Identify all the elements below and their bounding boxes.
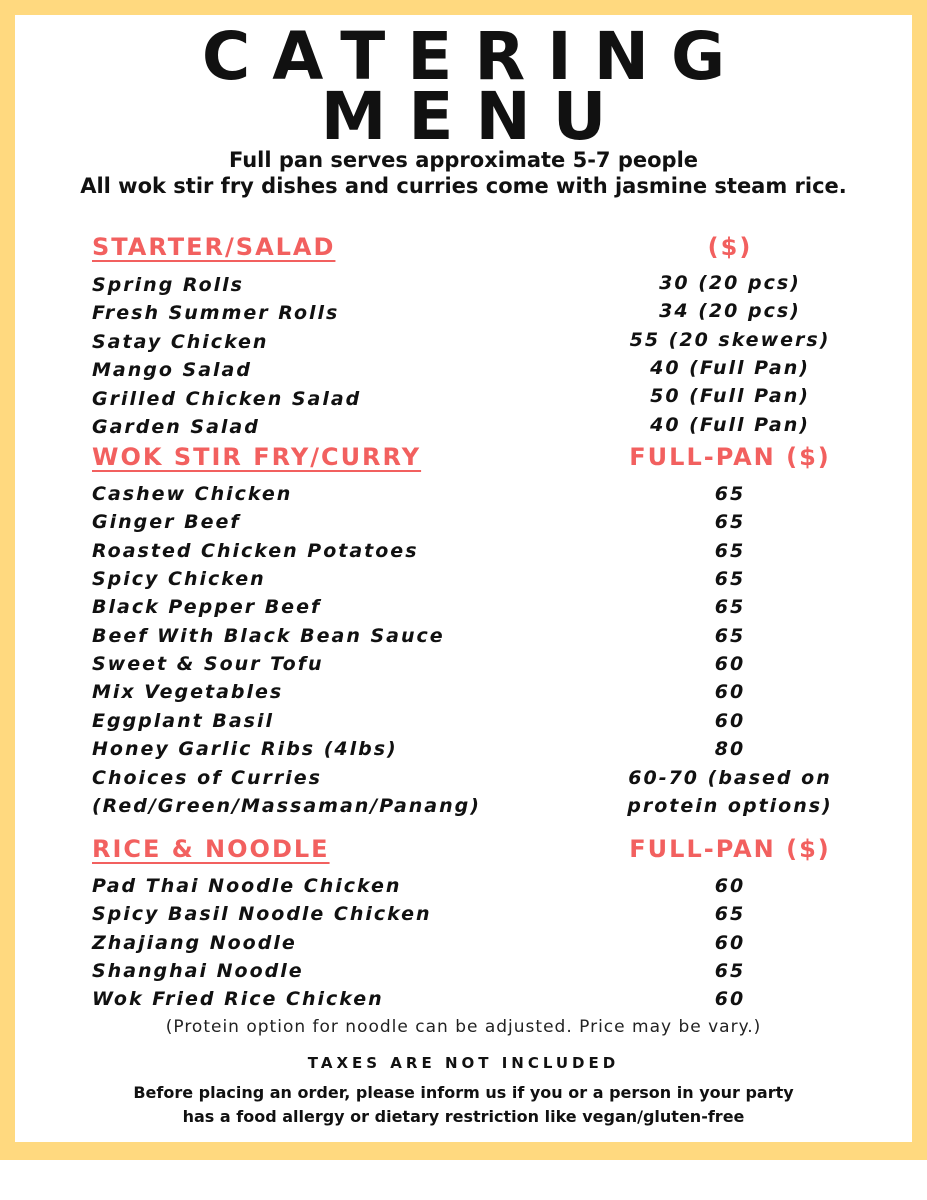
menu-item-name: Satay Chicken: [92, 331, 269, 353]
section-title-rice: RICE & NOODLE: [92, 835, 330, 863]
menu-item-name: Spring Rolls: [92, 274, 244, 296]
taxes-notice: TAXES ARE NOT INCLUDED: [307, 1054, 620, 1072]
menu-title-line2: MENU: [320, 78, 629, 155]
menu-item-price: 65: [714, 568, 746, 590]
menu-item-name: Spicy Chicken: [92, 568, 266, 590]
section-price-header-wok: FULL-PAN ($): [629, 443, 831, 471]
section-title-starter: STARTER/SALAD: [92, 233, 336, 261]
menu-item-name: Ginger Beef: [92, 511, 241, 533]
section-title-wok: WOK STIR FRY/CURRY: [92, 443, 422, 471]
menu-item-name: Wok Fried Rice Chicken: [92, 988, 384, 1010]
menu-item-name: Roasted Chicken Potatoes: [92, 540, 419, 562]
menu-item-price: 60: [714, 710, 746, 732]
allergy-notice-line1: Before placing an order, please inform us if you or a person in your party: [133, 1083, 794, 1102]
section-price-header-rice: FULL-PAN ($): [629, 835, 831, 863]
menu-item-name: Sweet & Sour Tofu: [92, 653, 324, 675]
menu-item-price: protein options): [627, 795, 833, 817]
menu-item-price: 60: [714, 875, 746, 897]
menu-item-price: 65: [714, 483, 746, 505]
menu-item-price: 65: [714, 625, 746, 647]
menu-item-price: 50 (Full Pan): [650, 385, 810, 407]
menu-item-name: Beef With Black Bean Sauce: [92, 625, 445, 647]
menu-item-name: (Red/Green/Massaman/Panang): [92, 795, 481, 817]
serving-note: Full pan serves approximate 5-7 people: [228, 148, 699, 172]
section-price-header-starter: ($): [707, 233, 753, 261]
allergy-notice-line2: has a food allergy or dietary restriction like vegan/gluten-free: [182, 1107, 745, 1126]
rice-note: All wok stir fry dishes and curries come with jasmine steam rice.: [80, 174, 847, 198]
menu-item-name: Eggplant Basil: [92, 710, 274, 732]
menu-item-name: Pad Thai Noodle Chicken: [92, 875, 402, 897]
menu-item-price: 65: [714, 511, 746, 533]
menu-item-name: Mango Salad: [92, 359, 252, 381]
menu-item-name: Fresh Summer Rolls: [92, 302, 340, 324]
menu-item-price: 55 (20 skewers): [629, 329, 831, 351]
menu-item-price: 80: [714, 738, 746, 760]
menu-item-name: Zhajiang Noodle: [92, 932, 297, 954]
menu-item-price: 60: [714, 653, 746, 675]
menu-item-price: 60: [714, 681, 746, 703]
menu-item-name: Choices of Curries: [92, 767, 322, 789]
menu-item-price: 65: [714, 596, 746, 618]
menu-item-name: Garden Salad: [92, 416, 260, 438]
menu-item-name: Cashew Chicken: [92, 483, 293, 505]
menu-item-price: 40 (Full Pan): [650, 414, 810, 436]
menu-item-price: 34 (20 pcs): [659, 300, 801, 322]
menu-item-name: Spicy Basil Noodle Chicken: [92, 903, 432, 925]
menu-item-name: Shanghai Noodle: [92, 960, 304, 982]
menu-item-price: 60-70 (based on: [628, 767, 832, 789]
menu-item-price: 60: [714, 932, 746, 954]
menu-item-price: 65: [714, 960, 746, 982]
menu-item-name: Grilled Chicken Salad: [92, 388, 362, 410]
menu-item-price: 65: [714, 903, 746, 925]
menu-item-price: 30 (20 pcs): [659, 272, 801, 294]
menu-item-name: Honey Garlic Ribs (4lbs): [92, 738, 398, 760]
menu-item-price: 60: [714, 988, 746, 1010]
menu-title-line1: CATERING: [201, 18, 748, 95]
menu-item-name: Black Pepper Beef: [92, 596, 322, 618]
menu-item-price: 40 (Full Pan): [650, 357, 810, 379]
menu-item-price: 65: [714, 540, 746, 562]
protein-note: (Protein option for noodle can be adjusted. Price may be vary.): [165, 1017, 762, 1037]
menu-item-name: Mix Vegetables: [92, 681, 284, 703]
